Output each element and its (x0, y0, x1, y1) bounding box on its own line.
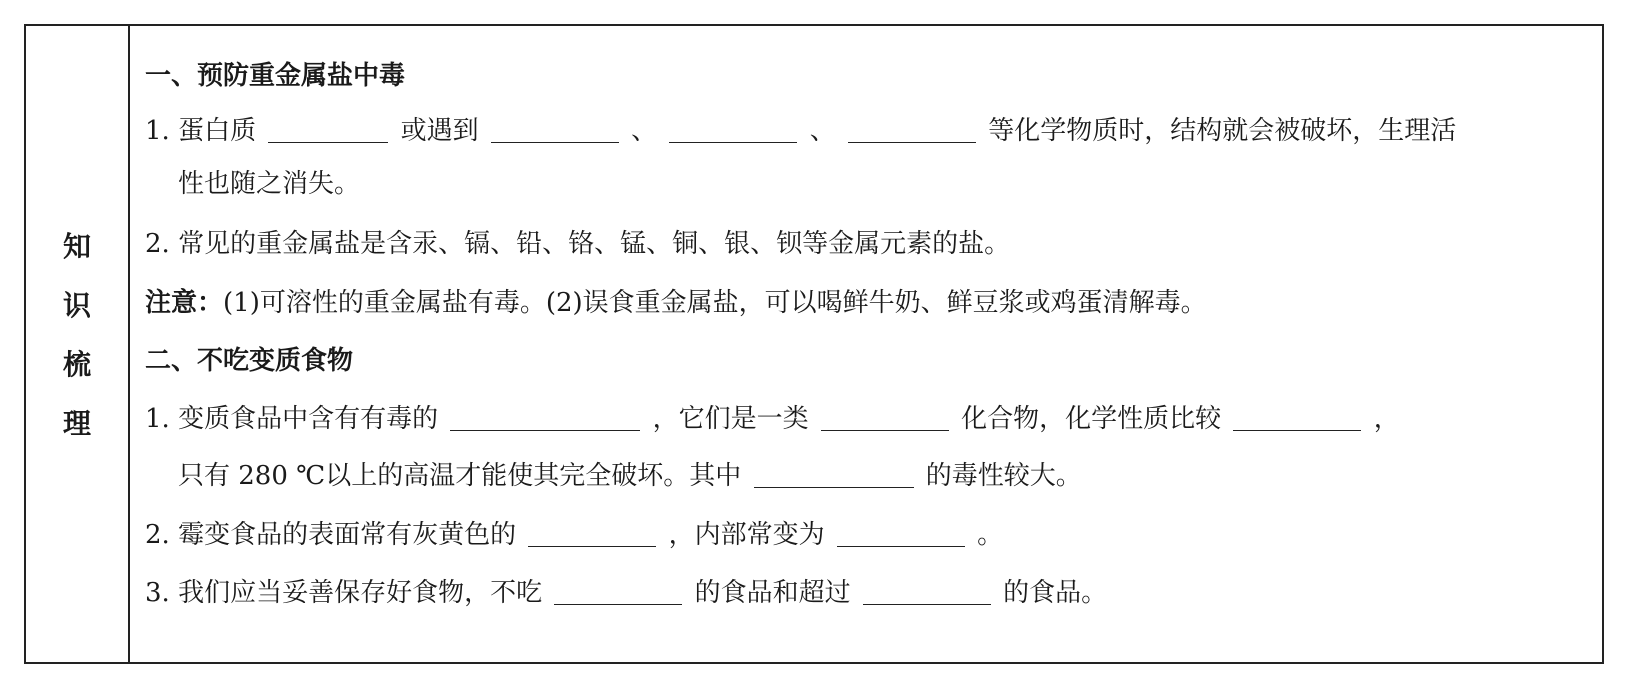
section1-item2: 2. 常见的重金属盐是含汞、镉、铅、铬、锰、铜、银、钡等金属元素的盐。 (145, 229, 1011, 259)
note-label: 注意： (145, 288, 224, 318)
side-label-char: 梳 (62, 348, 91, 381)
text-segment: 化合物，化学性质比较 (961, 404, 1222, 434)
answer-blank[interactable] (491, 120, 619, 143)
text-segment: 。 (977, 520, 1004, 550)
text-segment: 的毒性较大。 (925, 461, 1082, 491)
side-label-column (26, 26, 130, 662)
text-segment: 或遇到 (400, 116, 479, 146)
answer-blank[interactable] (528, 524, 656, 547)
text-segment: 1. 蛋白质 (145, 116, 257, 146)
knowledge-table (24, 24, 1604, 664)
answer-blank[interactable] (669, 120, 797, 143)
answer-blank[interactable] (1233, 408, 1361, 431)
text-segment: 1. 变质食品中含有有毒的 (145, 404, 439, 434)
text-segment: 等化学物质时，结构就会被破坏，生理活 (988, 116, 1457, 146)
text-segment: 3. 我们应当妥善保存好食物，不吃 (145, 578, 543, 608)
side-label-char: 理 (62, 407, 91, 440)
text-segment: 的食品和超过 (694, 578, 851, 608)
answer-blank[interactable] (754, 465, 914, 488)
section2-item1-line2 (178, 463, 1602, 489)
text-segment: 、 (631, 116, 658, 146)
section2-item3 (145, 580, 1602, 606)
text-segment: ， (1373, 404, 1400, 434)
answer-blank[interactable] (268, 120, 388, 143)
answer-blank[interactable] (450, 408, 640, 431)
text-segment: ，内部常变为 (668, 520, 825, 550)
answer-blank[interactable] (554, 582, 682, 605)
text-segment: 的食品。 (1003, 578, 1108, 608)
section2-item2 (145, 522, 1602, 548)
side-label-char: 知 (62, 230, 91, 263)
text-segment: ，它们是一类 (652, 404, 809, 434)
note-text: (1)可溶性的重金属盐有毒。(2)误食重金属盐，可以喝鲜牛奶、鲜豆浆或鸡蛋清解毒。 (223, 288, 1207, 318)
section2-item1-line1 (145, 406, 1602, 432)
answer-blank[interactable] (821, 408, 949, 431)
section1-note (145, 290, 1602, 316)
text-segment: 2. 霉变食品的表面常有灰黄色的 (145, 520, 517, 550)
answer-blank[interactable] (848, 120, 976, 143)
text-segment: 、 (809, 116, 836, 146)
side-label-char: 识 (62, 289, 91, 322)
section1-heading: 一、预防重金属盐中毒 (145, 61, 406, 91)
section1-item1-line1 (145, 118, 1602, 144)
answer-blank[interactable] (837, 524, 965, 547)
content-area (130, 26, 1602, 662)
section2-heading: 二、不吃变质食物 (145, 346, 354, 376)
text-segment: 只有 280 ℃以上的高温才能使其完全破坏。其中 (178, 461, 742, 491)
section1-item1-line2: 性也随之消失。 (178, 169, 361, 199)
answer-blank[interactable] (863, 582, 991, 605)
